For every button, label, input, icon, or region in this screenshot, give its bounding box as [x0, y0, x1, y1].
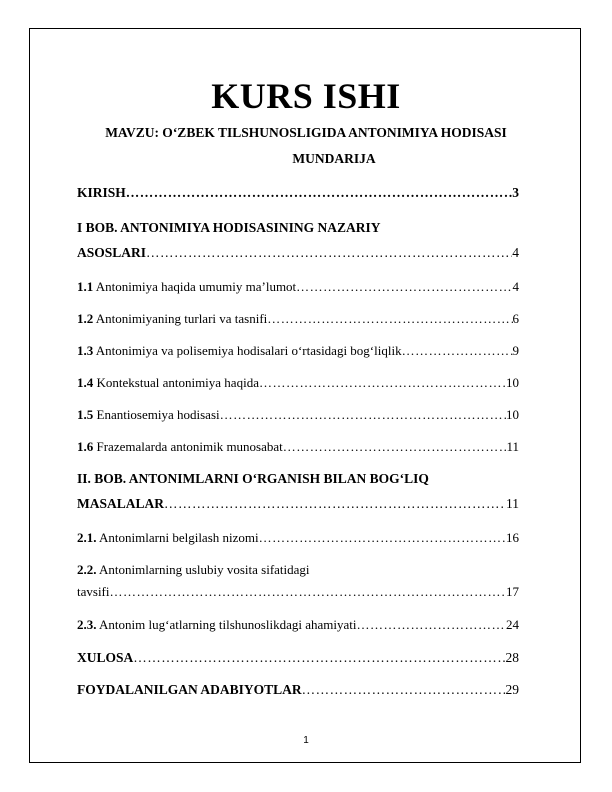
toc-entry-page: 11: [506, 439, 519, 454]
toc-entry-number: 1.4: [77, 375, 94, 390]
toc-entry-page: 3: [512, 185, 519, 200]
toc-entry-label: Frazemalarda antonimik munosabat: [93, 439, 283, 454]
toc-entry-kirish: [77, 184, 519, 202]
toc-leader-dots: [259, 374, 506, 392]
topic-line: MAVZU: O‘ZBEK TILSHUNOSLIGIDA ANTONIMIYA HODISASI: [105, 125, 507, 140]
toc-entry-2-2: [77, 583, 519, 601]
document-title: KURS ISHI: [211, 76, 401, 116]
toc-entry-page: 4: [512, 279, 519, 294]
toc-entry-number: 1.5: [77, 407, 94, 422]
toc-entry-1-6: [77, 438, 519, 456]
toc-entry-number: 1.1: [77, 279, 94, 294]
toc-leader-dots: [110, 583, 507, 601]
toc-leader-dots: [164, 495, 506, 513]
toc-entry-label: ASOSLARI: [77, 245, 147, 260]
toc-entry-xulosa: [77, 649, 519, 667]
toc-leader-dots: [296, 278, 512, 296]
toc-entry-number: 2.3.: [77, 617, 97, 632]
toc-entry-label: tavsifi: [77, 584, 110, 599]
toc-entry-label: Antonimlarning uslubiy vosita sifatidagi: [96, 562, 310, 577]
toc-entry-page: 4: [512, 245, 519, 260]
toc-entry-number: 1.6: [77, 439, 94, 454]
toc-leader-dots: [267, 310, 512, 328]
toc-entry-label: Enantiosemiya hodisasi: [93, 407, 220, 422]
toc-entry-1-5: [77, 406, 519, 424]
toc-leader-dots: [356, 616, 506, 634]
toc-entry-number: 2.2.: [77, 562, 97, 577]
toc-entry-page: 11: [506, 496, 519, 511]
contents-heading: MUNDARIJA: [292, 151, 376, 166]
toc-entry-masalalar: [77, 495, 519, 513]
toc-entry-page: 24: [506, 617, 519, 632]
toc-entry-2-3: [77, 616, 519, 634]
toc-entry-page: 9: [512, 343, 519, 358]
toc-entry-label: FOYDALANILGAN ADABIYOTLAR: [77, 682, 302, 697]
toc-entry-page: 10: [506, 407, 519, 422]
toc-leader-dots: [402, 342, 513, 360]
toc-entry-page: 16: [506, 530, 519, 545]
toc-entry-number: 2.1.: [77, 530, 97, 545]
toc-entry-page: 29: [505, 682, 519, 697]
toc-entry-label: KIRISH: [77, 185, 126, 200]
toc-entry-1-4: [77, 374, 519, 392]
toc-entry-label: XULOSA: [77, 650, 134, 665]
toc-entry-label: Antonim lug‘atlarning tilshunoslikdagi ahamiyati: [96, 617, 357, 632]
toc-entry-adabiyotlar: [77, 681, 519, 699]
toc-entry-label: Antonimiyaning turlari va tasnifi: [93, 311, 268, 326]
toc-entry-page: 6: [512, 311, 519, 326]
toc-entry-2-2-first-line: [77, 561, 310, 579]
page-number: 1: [303, 735, 309, 746]
toc-leader-dots: [283, 438, 507, 456]
toc-entry-page: 10: [506, 375, 519, 390]
toc-leader-dots: [126, 184, 512, 202]
toc-leader-dots: [133, 649, 505, 667]
toc-entry-1-1: [77, 278, 519, 296]
toc-entry-page: 17: [506, 584, 519, 599]
toc-entry-1-2: [77, 310, 519, 328]
toc-entry-2-1: [77, 529, 519, 547]
toc-chapter-2-title: II. BOB. ANTONIMLARNI O‘RGANISH BILAN BOG‘LIQ: [77, 471, 429, 486]
toc-entry-label: Antonimiya va polisemiya hodisalari o‘rtasidagi bog‘liqlik: [93, 343, 402, 358]
toc-entry-label: MASALALAR: [77, 496, 165, 511]
toc-entry-label: Antonimlarni belgilash nizomi: [96, 530, 259, 545]
toc-entry-label: Antonimiya haqida umumiy ma’lumot: [93, 279, 297, 294]
toc-entry-number: 1.2: [77, 311, 94, 326]
toc-entry-asoslari: [77, 244, 519, 262]
toc-leader-dots: [259, 529, 506, 547]
toc-entry-label: Kontekstual antonimiya haqida: [93, 375, 259, 390]
toc-leader-dots: [220, 406, 506, 424]
toc-entry-number: 1.3: [77, 343, 94, 358]
toc-entry-1-3: [77, 342, 519, 360]
toc-chapter-1-title: I BOB. ANTONIMIYA HODISASINING NAZARIY: [77, 220, 381, 235]
toc-leader-dots: [302, 681, 506, 699]
toc-leader-dots: [146, 244, 512, 262]
toc-entry-page: 28: [505, 650, 519, 665]
